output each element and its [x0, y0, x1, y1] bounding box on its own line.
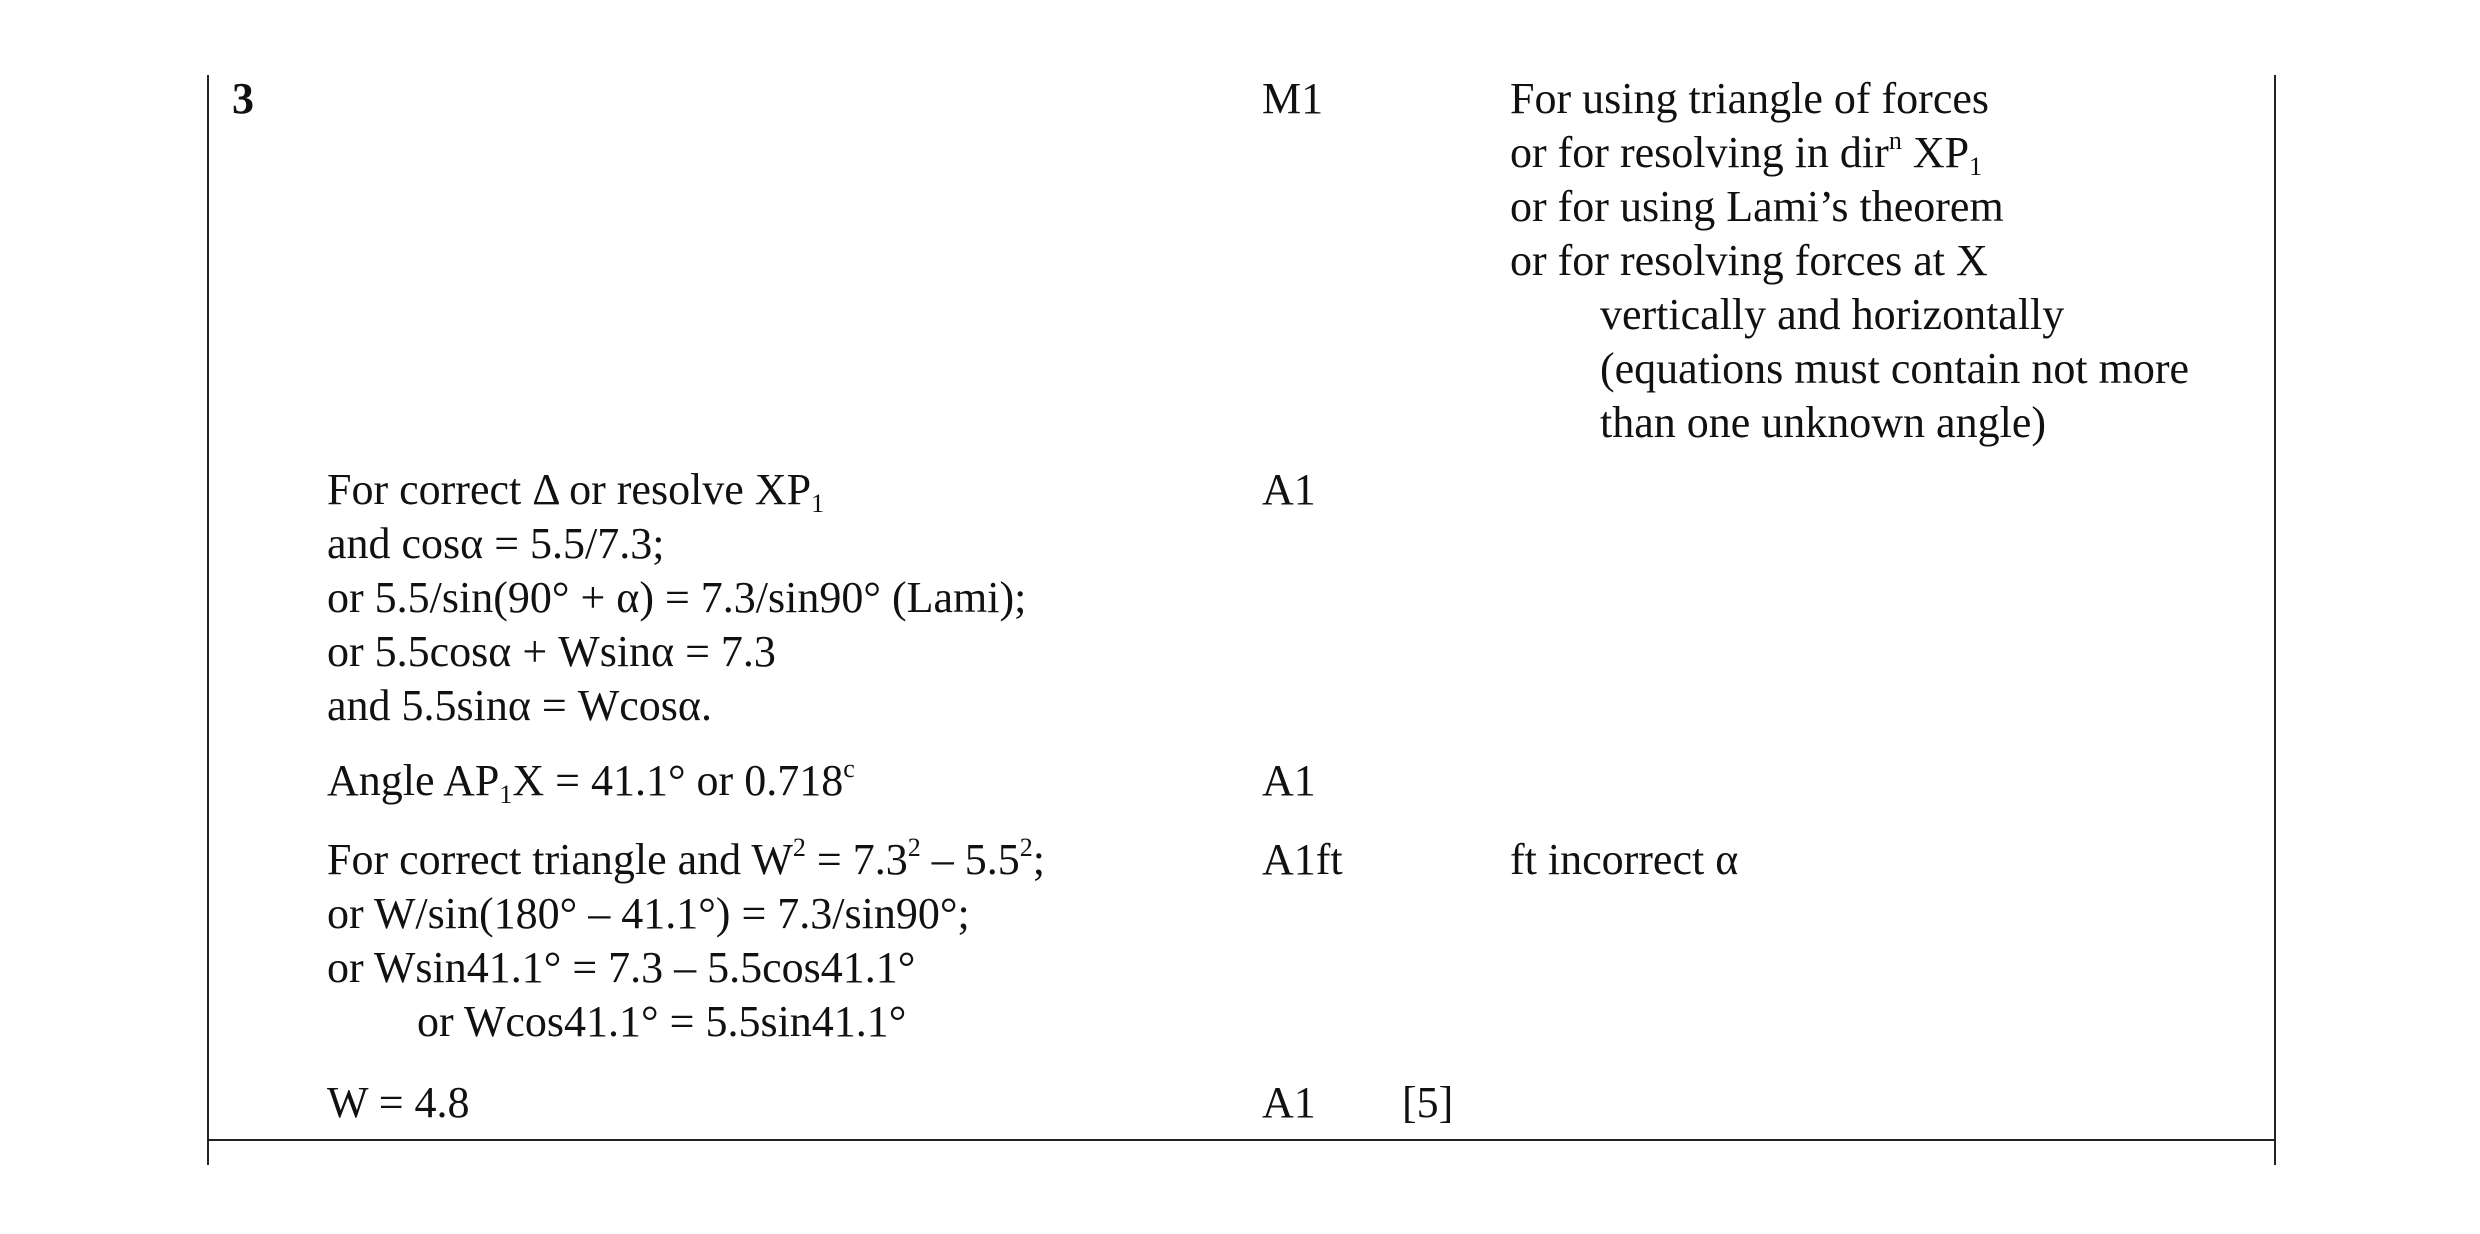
working-line: Angle $AP_1X = 41.1^\circ$ or 0.718$^c$	[327, 754, 855, 809]
working-line: For correct Δ or resolve $XP_1$	[327, 465, 825, 518]
working-line: and 5.5sinα = Wcosα.	[327, 681, 712, 730]
guidance-note-method	[1510, 72, 2189, 450]
working-correct-triangle	[327, 463, 1026, 733]
working-line: or Wcos41.1° = 5.5sin41.1°	[417, 997, 907, 1046]
note-line: For using triangle of forces	[1510, 74, 1989, 123]
note-line: vertically and horizontally	[1600, 290, 2065, 339]
mark-a1ft: A1ft	[1262, 835, 1343, 884]
mark-m1: M1	[1262, 74, 1324, 123]
mark-a1-equation: A1	[1262, 465, 1316, 514]
left-border	[207, 75, 209, 1165]
working-line: or 5.5cosα + Wsinα = 7.3	[327, 627, 776, 676]
working-line: or Wsin41.1° = 7.3 – 5.5cos41.1°	[327, 943, 916, 992]
total-marks: [5]	[1402, 1078, 1454, 1127]
working-angle	[327, 754, 855, 808]
bottom-border	[207, 1139, 2276, 1141]
note-line: than one unknown angle)	[1600, 398, 2046, 447]
note-line: or for using Lami’s theorem	[1510, 182, 2004, 231]
right-border	[2274, 75, 2276, 1165]
working-w-equation	[327, 833, 1045, 1049]
working-line: For correct triangle and $W^2 = 7.3^2 - 5.5^2$;	[327, 833, 1045, 884]
note-line: (equations must contain not more	[1600, 344, 2189, 393]
mark-a1-final: A1	[1262, 1078, 1316, 1127]
guidance-note-ft: ft incorrect α	[1510, 835, 1739, 884]
note-line: or for resolving in dir$^n$ $XP_1$	[1510, 126, 1983, 181]
final-answer: W = 4.8	[327, 1078, 470, 1127]
question-number: 3	[232, 74, 254, 123]
working-line: or 5.5/sin(90° + α) = 7.3/sin90° (Lami);	[327, 573, 1027, 622]
working-line: or W/sin(180° – 41.1°) = 7.3/sin90°;	[327, 889, 970, 938]
mark-a1-angle: A1	[1262, 756, 1316, 805]
working-line: and cosα = 5.5/7.3;	[327, 519, 665, 568]
note-line: or for resolving forces at X	[1510, 236, 1988, 285]
